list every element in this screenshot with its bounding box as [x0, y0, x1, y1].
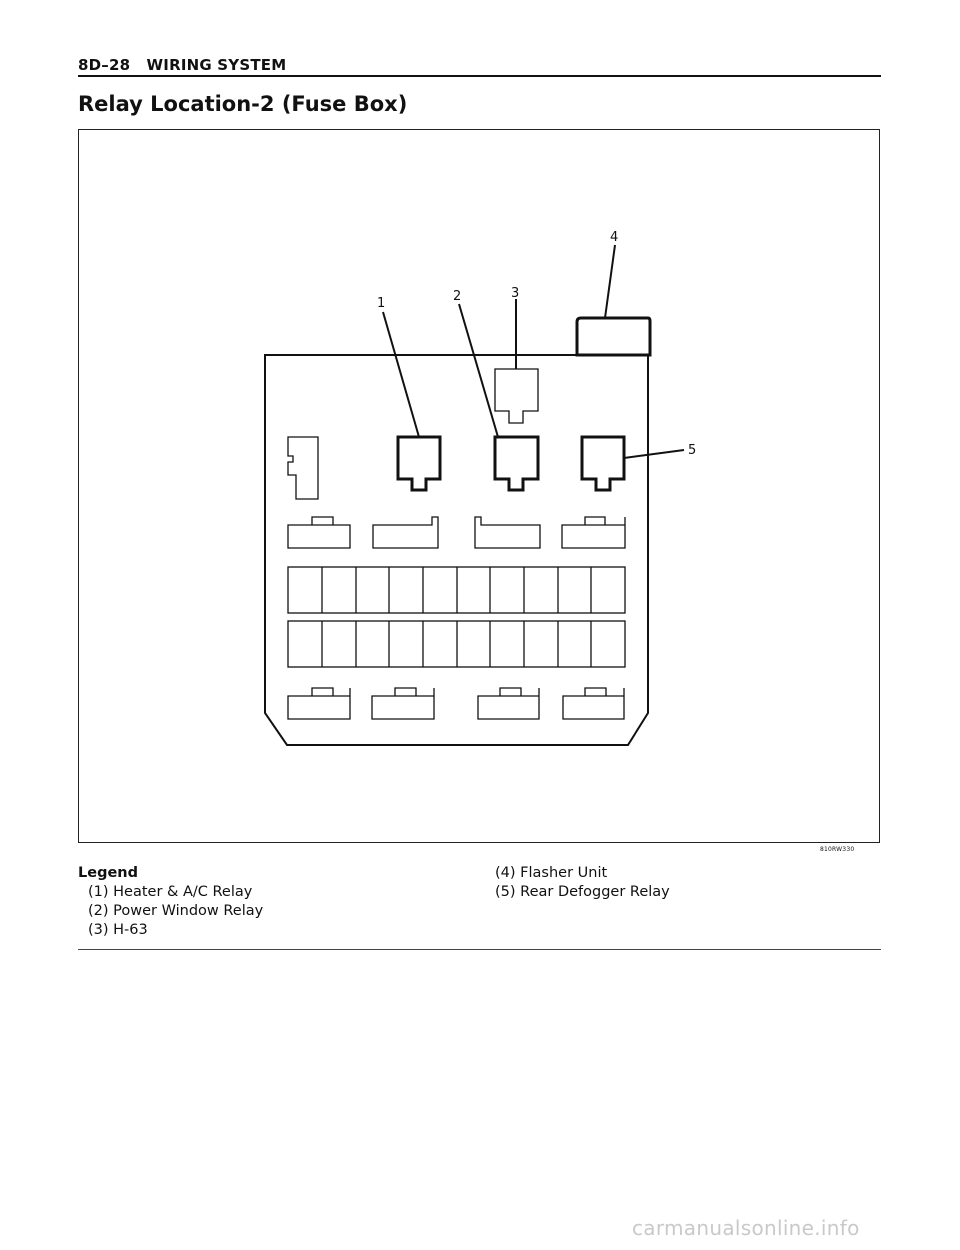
legend-item: (1) Heater & A/C Relay: [88, 884, 253, 900]
fuse-box-outline: [265, 355, 648, 745]
relay-rear-defogger: [582, 437, 624, 490]
callout-1: 1: [377, 296, 386, 311]
section-number: 8D–28: [78, 56, 131, 74]
callout-4: 4: [610, 230, 619, 245]
leader-5: [624, 450, 684, 458]
relay-heater-ac: [398, 437, 440, 490]
connector-lower-2: [372, 688, 434, 719]
fuse-dividers: [322, 567, 591, 667]
h63-connector: [495, 369, 538, 423]
fuse-box-diagram: [78, 129, 880, 843]
callout-5: 5: [688, 443, 697, 458]
side-connector: [288, 437, 318, 499]
leader-4: [605, 245, 615, 318]
connector-lower-3: [478, 688, 539, 719]
callout-3: 3: [511, 286, 520, 301]
legend-column-left: [88, 883, 263, 940]
relay-power-window: [495, 437, 538, 490]
legend-item: (2) Power Window Relay: [88, 903, 264, 919]
legend-title: [78, 864, 138, 883]
leader-2: [459, 304, 498, 437]
chapter-title: WIRING SYSTEM: [146, 56, 287, 74]
connector-upper-3: [475, 517, 540, 548]
page-header: [78, 56, 286, 74]
callout-2: 2: [453, 289, 462, 304]
connector-upper-1: [288, 517, 350, 548]
legend-column-right: [495, 864, 670, 902]
page-title: Relay Location-2 (Fuse Box): [78, 92, 408, 116]
flasher-unit: [577, 318, 650, 355]
legend-item: (3) H-63: [88, 922, 148, 938]
legend-heading: Legend: [78, 865, 138, 881]
connector-upper-4: [562, 517, 625, 548]
connector-lower-4: [563, 688, 624, 719]
header-rule: [78, 75, 881, 77]
connector-lower-1: [288, 688, 350, 719]
connector-upper-2: [373, 517, 438, 548]
bottom-rule: [78, 949, 881, 950]
legend-item: (5) Rear Defogger Relay: [495, 884, 670, 900]
legend-item: (4) Flasher Unit: [495, 865, 608, 881]
watermark: carmanualsonline.info: [632, 1216, 860, 1240]
leader-1: [383, 312, 419, 437]
figure-code: 810RW330: [820, 846, 855, 853]
